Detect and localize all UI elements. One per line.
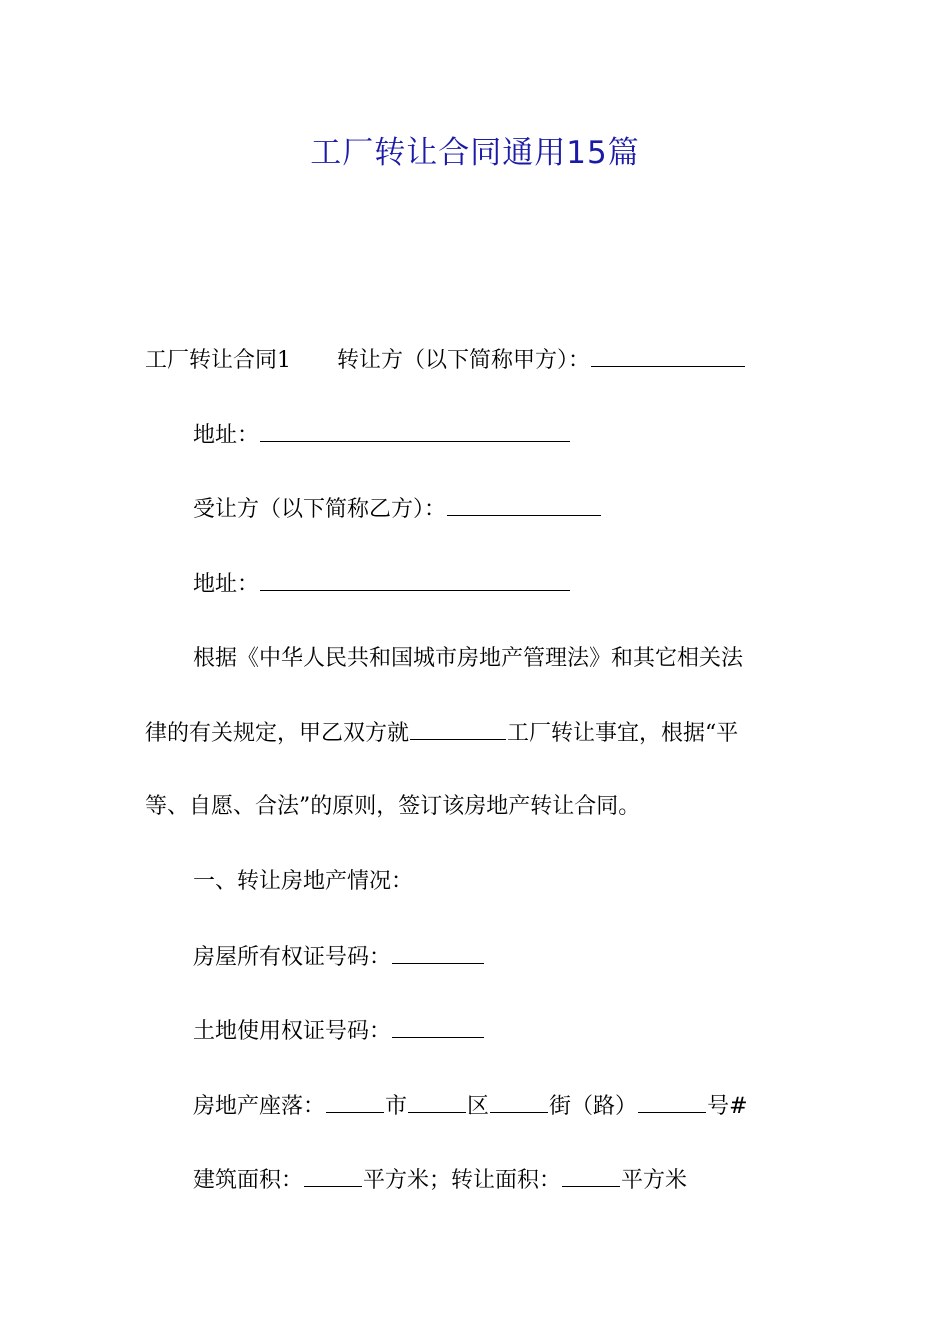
building-area-label: 建筑面积：	[193, 1168, 304, 1193]
location-street: 街（路）	[549, 1094, 638, 1119]
address-label: 地址：	[193, 572, 260, 597]
address-blank-2	[260, 564, 570, 591]
house-cert-label: 房屋所有权证号码：	[193, 945, 392, 970]
transferor-line	[145, 340, 810, 381]
address-line-2	[193, 564, 858, 605]
house-cert-line	[193, 937, 858, 978]
transferee-label: 受让方（以下简称乙方）：	[193, 497, 447, 522]
district-blank	[408, 1086, 466, 1113]
section-heading: 一、转让房地产情况：	[193, 869, 414, 894]
paragraph-text: 律的有关规定，甲乙双方就	[145, 721, 410, 746]
address-line-1	[193, 415, 858, 456]
transferor-label: 转让方（以下简称甲方）：	[337, 348, 591, 373]
section-1-heading	[193, 862, 858, 902]
location-city: 市	[385, 1094, 408, 1119]
paragraph-text: 工厂转让事宜，根据“平	[507, 721, 739, 746]
transferor-blank	[591, 340, 745, 367]
house-cert-blank	[392, 937, 484, 964]
paragraph-text: 等、自愿、合法”的原则，签订该房地产转让合同。	[145, 794, 641, 819]
location-number: 号#	[707, 1094, 748, 1119]
paragraph-1-line-3	[145, 787, 810, 827]
city-blank	[326, 1086, 384, 1113]
transferee-line	[193, 489, 858, 530]
building-area-unit: 平方米；转让面积：	[363, 1168, 562, 1193]
land-cert-blank	[392, 1011, 484, 1038]
address-label: 地址：	[193, 423, 260, 448]
street-blank	[490, 1086, 548, 1113]
transfer-area-unit: 平方米	[621, 1168, 688, 1193]
paragraph-1-line-2	[145, 713, 810, 754]
factory-name-blank	[410, 713, 506, 740]
section-heading: 工厂转让合同1	[145, 348, 291, 373]
transferee-blank	[447, 489, 601, 516]
transfer-area-blank	[562, 1160, 620, 1187]
paragraph-text: 根据《中华人民共和国城市房地产管理法》和其它相关法	[193, 646, 744, 671]
area-line	[193, 1160, 858, 1201]
paragraph-1-line-1	[193, 639, 858, 679]
land-cert-line	[193, 1011, 858, 1052]
building-area-blank	[304, 1160, 362, 1187]
document-title: 工厂转让合同通用15篇	[310, 135, 640, 171]
location-district: 区	[467, 1094, 490, 1119]
number-blank	[638, 1086, 706, 1113]
location-line	[193, 1086, 858, 1127]
land-cert-label: 土地使用权证号码：	[193, 1019, 392, 1044]
location-label: 房地产座落：	[193, 1094, 326, 1119]
address-blank-1	[260, 415, 570, 442]
